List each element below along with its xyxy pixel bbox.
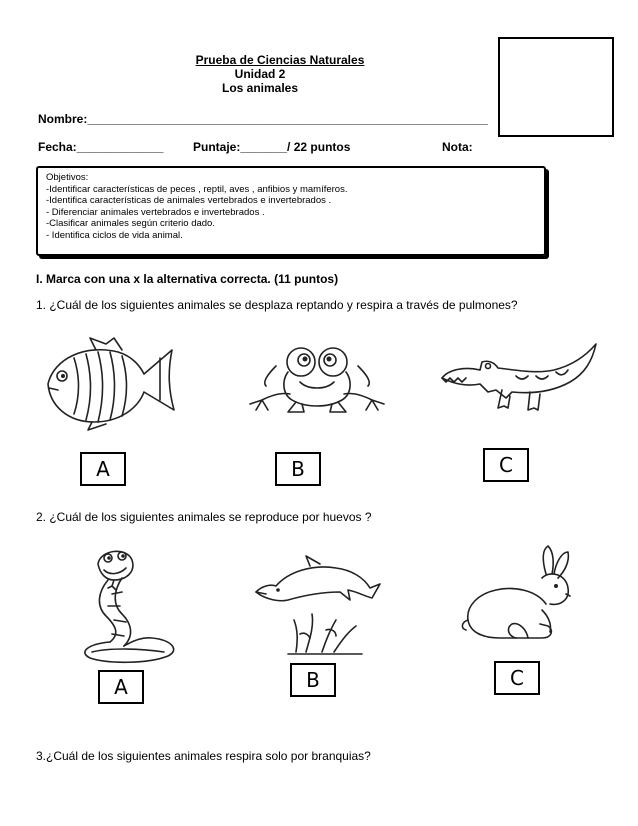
objective-item: -Identifica características de animales vertebrados e invertebrados . <box>46 195 332 207</box>
crocodile-icon[interactable] <box>436 336 606 416</box>
option-2c-box[interactable]: C <box>494 661 540 695</box>
option-2a-box[interactable]: A <box>98 670 144 704</box>
rabbit-icon[interactable] <box>456 544 576 644</box>
objectives-box <box>36 166 546 256</box>
grade-label: Nota: <box>442 140 473 154</box>
grade-box[interactable] <box>498 37 614 137</box>
unit-label: Unidad 2 <box>234 67 286 81</box>
question-3-text: 3.¿Cuál de los siguientes animales respira solo por branquias? <box>36 749 371 763</box>
snake-icon[interactable] <box>68 544 183 664</box>
objectives-heading: Objetivos: <box>46 172 89 183</box>
date-field[interactable]: Fecha:_____________ <box>38 140 164 154</box>
objective-item: - Identifica ciclos de vida animal. <box>46 229 183 241</box>
section-heading: I. Marca con una x la alternativa correcta. (11 puntos) <box>36 272 339 286</box>
option-1a-box[interactable]: A <box>80 452 126 486</box>
option-2b-box[interactable]: B <box>290 663 336 697</box>
test-title: Prueba de Ciencias Naturales <box>195 53 365 67</box>
dolphin-icon[interactable] <box>252 548 382 660</box>
fish-icon[interactable] <box>40 336 180 431</box>
option-1b-box[interactable]: B <box>275 452 321 486</box>
question-2-text: 2. ¿Cuál de los siguientes animales se reproduce por huevos ? <box>36 510 372 524</box>
question-1-text: 1. ¿Cuál de los siguientes animales se desplaza reptando y respira a través de pulmones? <box>36 298 518 312</box>
objective-item: - Diferenciar animales vertebrados e invertebrados . <box>46 206 265 218</box>
objective-item: -Clasificar animales según criterio dado. <box>46 218 215 230</box>
objective-item: -Identificar características de peces , reptil, aves , anfibios y mamíferos. <box>46 183 348 195</box>
frog-icon[interactable] <box>246 344 388 414</box>
option-1c-box[interactable]: C <box>483 448 529 482</box>
name-field[interactable]: Nombre:____________________________________________________________ <box>38 112 488 126</box>
topic-label: Los animales <box>221 81 299 95</box>
page-title <box>170 53 390 67</box>
score-field[interactable]: Puntaje:_______/ 22 puntos <box>193 140 351 154</box>
